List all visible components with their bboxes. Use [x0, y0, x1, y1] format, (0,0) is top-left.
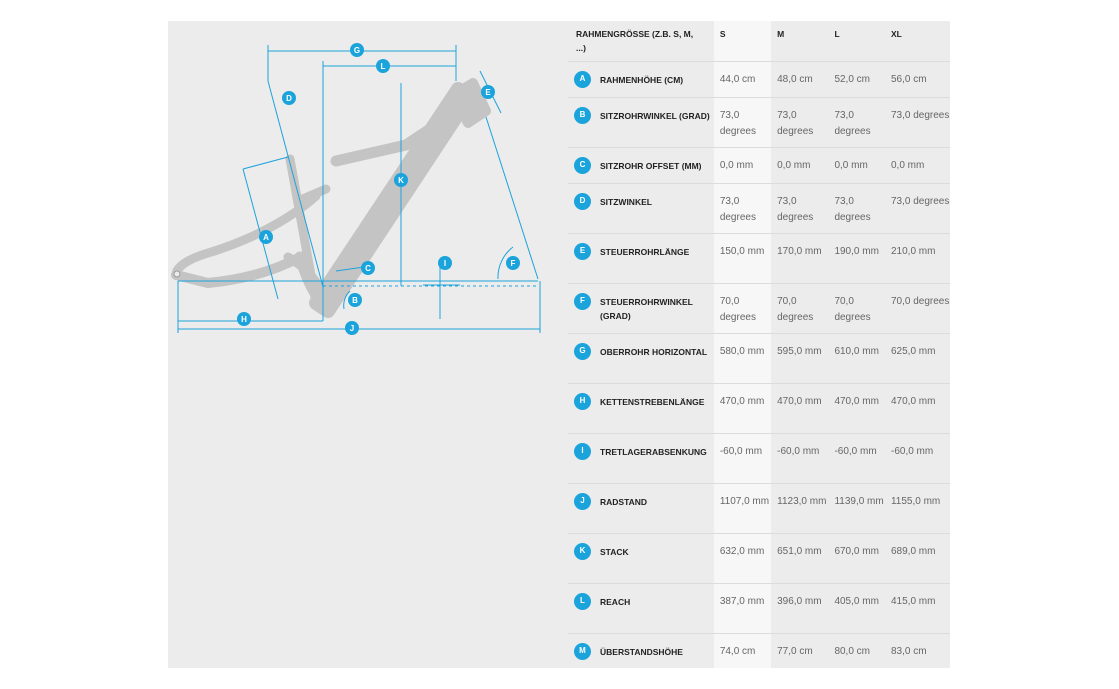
row-badge: G: [574, 343, 591, 360]
table-row: [568, 533, 950, 583]
row-badge: C: [574, 157, 591, 174]
row-label: STACK: [600, 546, 629, 557]
row-label: RADSTAND: [600, 496, 648, 507]
table-row: [568, 433, 950, 483]
header-size-s: S: [714, 21, 771, 61]
cell-value: 48,0 cm: [771, 61, 828, 97]
cell-value: 670,0 mm: [828, 533, 885, 583]
cell-value: 1139,0 mm: [828, 483, 885, 533]
cell-value: 190,0 mm: [828, 233, 885, 283]
cell-value: 73,0 degrees: [885, 97, 950, 147]
cell-value: 580,0 mm: [714, 333, 771, 383]
row-label: REACH: [600, 596, 631, 607]
row-badge: E: [574, 243, 591, 260]
label-i: I: [443, 259, 447, 268]
cell-value: 1155,0 mm: [885, 483, 950, 533]
cell-value: 70,0 degrees: [828, 283, 885, 333]
cell-value: 73,0 degrees: [828, 97, 885, 147]
cell-value: 170,0 mm: [771, 233, 828, 283]
row-label: KETTENSTREBENLÄNGE: [600, 396, 705, 407]
row-badge: J: [574, 493, 591, 510]
cell-value: 0,0 mm: [885, 147, 950, 183]
label-badge-j: [345, 321, 359, 335]
cell-value: 595,0 mm: [771, 333, 828, 383]
row-label: OBERROHR HORIZONTAL: [600, 346, 708, 357]
cell-value: 0,0 mm: [828, 147, 885, 183]
label-badge-h: [237, 312, 251, 326]
cell-value: 150,0 mm: [714, 233, 771, 283]
label-d: D: [286, 94, 292, 103]
header-size-l: L: [828, 21, 885, 61]
label-l: L: [380, 62, 386, 71]
table-row: [568, 633, 950, 668]
table-row: [568, 233, 950, 283]
label-badge-f: [506, 256, 520, 270]
cell-value: 73,0 degrees: [771, 97, 828, 147]
row-label: SITZWINKEL: [600, 196, 652, 207]
label-f: F: [510, 259, 516, 268]
label-badge-a: [259, 230, 273, 244]
table-row: [568, 333, 950, 383]
cell-value: -60,0 mm: [771, 433, 828, 483]
cell-value: 80,0 cm: [828, 633, 885, 668]
row-badge: B: [574, 107, 591, 124]
row-badge: D: [574, 193, 591, 210]
cell-value: 0,0 mm: [771, 147, 828, 183]
row-label: RAHMENHÖHE (CM): [600, 74, 684, 85]
cell-value: 83,0 cm: [885, 633, 950, 668]
frame-geometry-diagram: [168, 21, 568, 351]
table-header-row: [568, 21, 950, 61]
cell-value: 415,0 mm: [885, 583, 950, 633]
table-row: [568, 183, 950, 233]
cell-value: 1123,0 mm: [771, 483, 828, 533]
cell-value: 470,0 mm: [885, 383, 950, 433]
table-row: [568, 97, 950, 147]
cell-value: 0,0 mm: [714, 147, 771, 183]
cell-value: 73,0 degrees: [885, 183, 950, 233]
cell-value: -60,0 mm: [885, 433, 950, 483]
label-h: H: [241, 315, 247, 324]
cell-value: 73,0 degrees: [771, 183, 828, 233]
header-frame-size: RAHMENGRÖSSE (Z.B. S, M, ...): [568, 21, 714, 61]
cell-value: 470,0 mm: [828, 383, 885, 433]
table-row: [568, 147, 950, 183]
row-badge: I: [574, 443, 591, 460]
cell-value: 70,0 degrees: [885, 283, 950, 333]
row-badge: L: [574, 593, 591, 610]
geometry-table: [568, 21, 950, 668]
row-label: SITZROHRWINKEL (GRAD): [600, 110, 710, 121]
row-label: SITZROHR OFFSET (MM): [600, 160, 702, 171]
cell-value: -60,0 mm: [714, 433, 771, 483]
label-badge-b: [348, 293, 362, 307]
cell-value: 77,0 cm: [771, 633, 828, 668]
cell-value: 387,0 mm: [714, 583, 771, 633]
cell-value: 56,0 cm: [885, 61, 950, 97]
cell-value: 70,0 degrees: [771, 283, 828, 333]
cell-value: 396,0 mm: [771, 583, 828, 633]
label-e: E: [485, 88, 491, 97]
row-label: TRETLAGERABSENKUNG: [600, 446, 707, 457]
cell-value: 210,0 mm: [885, 233, 950, 283]
header-size-m: M: [771, 21, 828, 61]
label-a: A: [263, 233, 269, 242]
table-row: [568, 283, 950, 333]
row-label: ÜBERSTANDSHÖHE: [600, 646, 683, 657]
row-label: STEUERROHRLÄNGE: [600, 246, 690, 257]
row-badge: A: [574, 71, 591, 88]
cell-value: 73,0 degrees: [714, 97, 771, 147]
cell-value: 610,0 mm: [828, 333, 885, 383]
label-badge-g: [350, 43, 364, 57]
label-c: C: [365, 264, 371, 273]
cell-value: 70,0 degrees: [714, 283, 771, 333]
cell-value: -60,0 mm: [828, 433, 885, 483]
label-badge-d: [282, 91, 296, 105]
table-row: [568, 61, 950, 97]
label-b: B: [352, 296, 358, 305]
cell-value: 632,0 mm: [714, 533, 771, 583]
cell-value: 44,0 cm: [714, 61, 771, 97]
table-row: [568, 383, 950, 433]
cell-value: 651,0 mm: [771, 533, 828, 583]
row-badge: M: [574, 643, 591, 660]
cell-value: 405,0 mm: [828, 583, 885, 633]
label-k: K: [398, 176, 404, 185]
cell-value: 470,0 mm: [771, 383, 828, 433]
row-badge: K: [574, 543, 591, 560]
cell-value: 1107,0 mm: [714, 483, 771, 533]
label-j: J: [349, 324, 355, 333]
row-badge: F: [574, 293, 591, 310]
label-badge-i: [438, 256, 452, 270]
geometry-panel: [168, 21, 950, 668]
table-row: [568, 583, 950, 633]
bike-frame: [174, 83, 486, 314]
label-badge-l: [376, 59, 390, 73]
cell-value: 74,0 cm: [714, 633, 771, 668]
cell-value: 470,0 mm: [714, 383, 771, 433]
cell-value: 689,0 mm: [885, 533, 950, 583]
header-size-xl: XL: [885, 21, 950, 61]
label-badge-k: [394, 173, 408, 187]
row-label: STEUERROHRWINKEL (GRAD): [600, 296, 693, 321]
label-badge-e: [481, 85, 495, 99]
row-badge: H: [574, 393, 591, 410]
cell-value: 625,0 mm: [885, 333, 950, 383]
label-g: G: [353, 46, 361, 55]
cell-value: 52,0 cm: [828, 61, 885, 97]
label-badge-c: [361, 261, 375, 275]
cell-value: 73,0 degrees: [714, 183, 771, 233]
table-row: [568, 483, 950, 533]
cell-value: 73,0 degrees: [828, 183, 885, 233]
